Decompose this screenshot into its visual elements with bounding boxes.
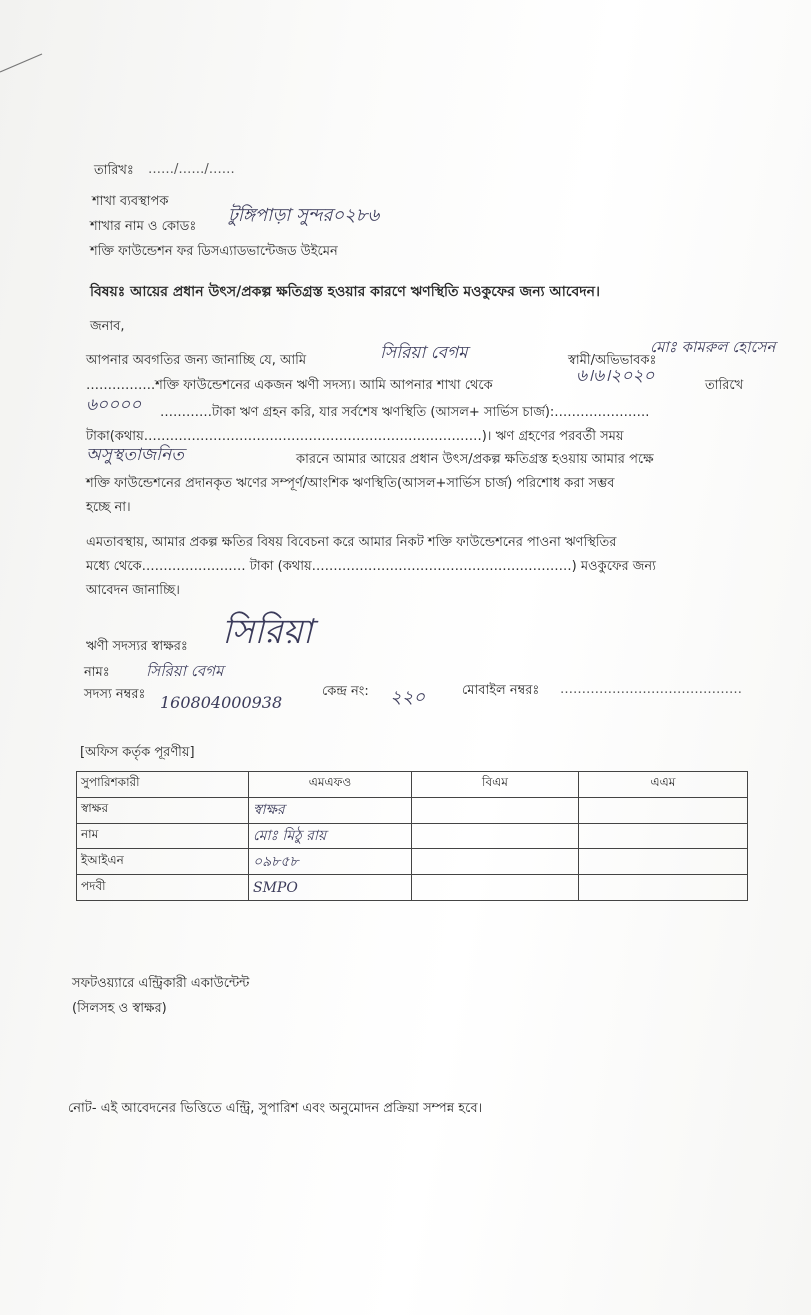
date-blank: ……/……/…… [148, 162, 235, 177]
branch-name-handwritten: টুঙ্গিপাড়া সুন্দর০২৮৬ [228, 205, 380, 226]
member-no-label: সদস্য নম্বরঃ [84, 687, 146, 702]
am-cell [579, 797, 748, 823]
para1-line2-a: …………….শক্তি ফাউন্ডেশনের একজন ঋণী সদস্য। আমি আপনার শাখা থেকে [86, 378, 493, 393]
member-name-field-handwritten: সিরিয়া বেগম [146, 662, 224, 680]
mobile-label: মোবাইল নম্বরঃ [462, 683, 540, 698]
date-label: তারিখঃ [94, 163, 134, 178]
foundation-line: শক্তি ফাউন্ডেশন ফর ডিসএ্যাডভান্টেজড উইমেন [90, 244, 338, 259]
para1-line4-a: টাকা(কথায়……………………………………………………………………)। ঋণ গ্রহণের পরবর্তী সময় [86, 429, 624, 444]
row-label: নাম [77, 823, 249, 849]
table-header-cell: এমএফও [249, 772, 412, 798]
table-row [77, 797, 748, 823]
mfo-cell [249, 875, 412, 901]
footer-note: নোট- এই আবেদনের ভিত্তিতে এন্ট্রি, সুপারিশ এবং অনুমোদন প্রক্রিয়া সম্পন্ন হবে। [68, 1101, 483, 1116]
center-no-handwritten: ২২০ [390, 687, 426, 708]
para1-line1-a: আপনার অবগতির জন্য জানাচ্ছি যে, আমি [86, 353, 307, 368]
para1-guardian-label: স্বামী/অভিভাবকঃ [568, 353, 657, 368]
table-header-row [77, 772, 748, 798]
branch-manager-label: শাখা ব্যবস্থাপক [92, 194, 169, 209]
guardian-handwritten: মোঃ কামরুল হোসেন [650, 338, 776, 356]
row-label: ইআইএন [77, 849, 249, 875]
office-note: [অফিস কর্তৃক পূরণীয়] [80, 745, 195, 760]
page-edge-mark [0, 0, 60, 80]
row-label: স্বাক্ষর [77, 797, 249, 823]
member-signature-handwritten: সিরিয়া [222, 612, 313, 652]
para2-line2: মধ্যে থেকে…………………… টাকা (কথায়……………………………………………………) মওকুফের জন্য [86, 559, 656, 574]
loan-amount-handwritten: ৬০০০০ [86, 395, 142, 415]
am-cell [579, 823, 748, 849]
am-cell [579, 849, 748, 875]
recommendation-table [76, 771, 748, 901]
mfo-designation-handwritten: SMPO [253, 879, 298, 896]
para2-line1: এমতাবস্থায়, আমার প্রকল্প ক্ষতির বিষয় বিবেচনা করে আমার নিকট শক্তি ফাউন্ডেশনের পাওনা ঋণস্থিতির [86, 535, 617, 550]
am-cell [579, 875, 748, 901]
member-signature-label: ঋণী সদস্যর স্বাক্ষরঃ [86, 639, 188, 654]
mfo-name-handwritten: মোঃ মিঠু রায় [253, 827, 327, 844]
table-header-cell: সুপারিশকারী [77, 772, 249, 798]
branch-name-label: শাখার নাম ও কোডঃ [90, 219, 197, 234]
table-header-cell: এএম [579, 772, 748, 798]
loan-date-handwritten: ৬।৬।২০২০ [576, 366, 655, 386]
reason-handwritten: অসুস্থতাজনিত [86, 445, 184, 465]
mfo-ein-handwritten: ০৯৮৫৮ [253, 853, 299, 870]
member-name-handwritten: সিরিয়া বেগম [380, 343, 468, 363]
table-header-cell: বিএম [412, 772, 579, 798]
bm-cell [412, 797, 579, 823]
table-row [77, 875, 748, 901]
table-row [77, 849, 748, 875]
member-name-label: নামঃ [84, 665, 110, 680]
accountant-label: সফটওয়্যারে এন্ট্রিকারী একাউন্টেন্ট [72, 976, 250, 991]
para2-line3: আবেদন জানাচ্ছি। [86, 583, 180, 598]
bm-cell [412, 823, 579, 849]
mfo-cell [249, 849, 412, 875]
para1-line5-a: কারনে আমার আয়ের প্রধান উৎস/প্রকল্প ক্ষতিগ্রস্ত হওয়ায় আমার পক্ষে [296, 452, 654, 467]
mfo-cell [249, 823, 412, 849]
table-row [77, 823, 748, 849]
salutation: জনাব, [90, 319, 125, 334]
mfo-cell [249, 797, 412, 823]
member-no-handwritten: 160804000938 [160, 693, 283, 712]
bm-cell [412, 849, 579, 875]
accountant-seal-label: (সিলসহ ও স্বাক্ষর) [72, 1001, 167, 1016]
mfo-signature-handwritten: স্বাক্ষর [253, 802, 285, 819]
mobile-blank: …………………………………… [560, 682, 742, 697]
center-no-label: কেন্দ্র নং: [322, 684, 369, 699]
para1-line7-a: হচ্ছে না। [86, 500, 131, 515]
para1-line6-a: শক্তি ফাউন্ডেশনের প্রদানকৃত ঋণের সম্পূর্ণ/আংশিক ঋণস্থিতি(আসল+সার্ভিস চার্জ) পরিশোধ করা সম্ভব [86, 476, 615, 491]
para1-date-suffix: তারিখে [705, 378, 744, 393]
bm-cell [412, 875, 579, 901]
subject-line: বিষয়ঃ আয়ের প্রধান উৎস/প্রকল্প ক্ষতিগ্রস্ত হওয়ার কারণে ঋণস্থিতি মওকুফের জন্য আবেদন। [90, 284, 600, 300]
row-label: পদবী [77, 875, 249, 901]
para1-line3-a: …………টাকা ঋণ গ্রহন করি, যার সর্বশেষ ঋণস্থিতি (আসল+ সার্ভিস চার্জ):…………………. [160, 405, 650, 420]
